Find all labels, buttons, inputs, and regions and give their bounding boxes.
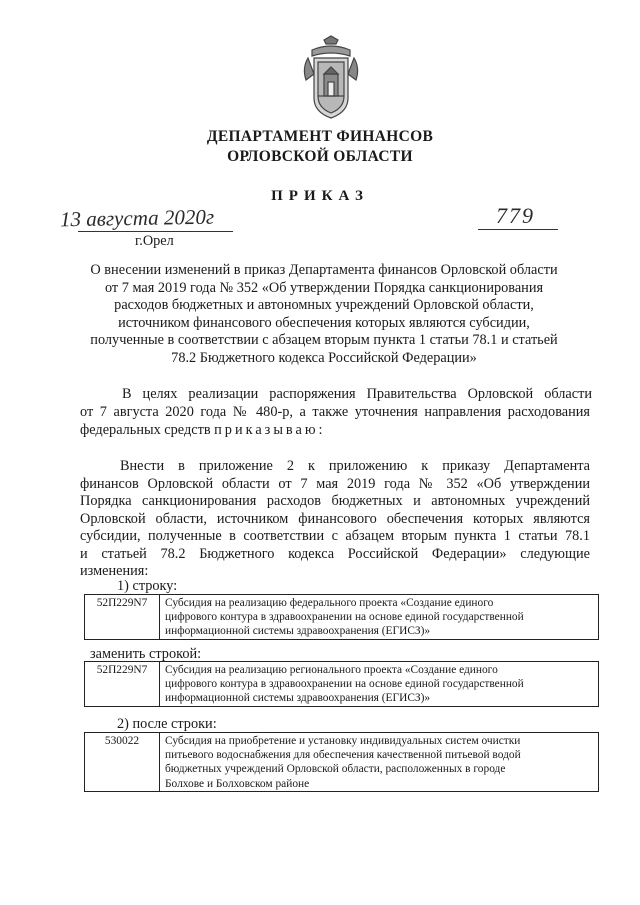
- description-line: информационной системы здравоохранения (ЕГИСЗ)»: [165, 692, 431, 705]
- table-row: [85, 595, 599, 640]
- description-line: информационной системы здравоохранения (ЕГИСЗ)»: [165, 625, 431, 638]
- description-line: Субсидия на реализацию федерального проекта «Создание единого: [165, 597, 494, 609]
- replace-label: заменить строкой:: [90, 646, 202, 662]
- table-row: [85, 662, 599, 707]
- description-line: бюджетных учреждений Орловской области, расположенных в городе: [165, 763, 506, 776]
- subject-line: 78.2 Бюджетного кодекса Российской Федерации»: [171, 349, 477, 366]
- budget-code-table-replacement: [84, 661, 599, 707]
- change-item2-label: 2) после строки:: [117, 716, 217, 732]
- budget-code-cell: 530022: [85, 733, 160, 792]
- subject-line: от 7 мая 2019 года № 352 «Об утверждении Порядка санкционирования: [104, 279, 544, 296]
- document-type-title: ПРИКАЗ: [271, 188, 369, 204]
- coat-of-arms-emblem: [300, 34, 362, 124]
- preamble-line1: В целях реализации распоряжения Правительства Орловской области: [122, 386, 592, 402]
- order-word: приказываю:: [214, 422, 326, 438]
- order-subject: [74, 262, 574, 367]
- body-line: субсидии, полученные в соответствии с абзацем вторым пункта 1 статьи 78.1: [80, 528, 590, 544]
- budget-code-cell: 52П229N7: [85, 595, 160, 640]
- description-line: Болхове и Болховском районе: [165, 777, 310, 790]
- subject-line: источником финансового обеспечения которых являются субсидии,: [118, 314, 530, 331]
- budget-code-table-after: [84, 732, 599, 792]
- preamble-text: федеральных средств: [80, 422, 211, 438]
- budget-code-table-original: [84, 594, 599, 640]
- budget-description-cell: [160, 662, 599, 707]
- budget-code-cell: 52П229N7: [85, 662, 160, 707]
- description-line: цифрового контура в здравоохранении на основе единой государственной: [165, 678, 524, 691]
- subject-line: расходов бюджетных и автономных учреждений Орловской области,: [114, 297, 534, 313]
- table-row: [85, 733, 599, 792]
- subject-line: полученные в соответствии с абзацем вторым пункта 1 статьи 78.1 и статьей: [90, 332, 558, 348]
- handwritten-number: 779: [496, 203, 535, 228]
- description-line: Субсидия на приобретение и установку индивидуальных систем очистки: [165, 735, 521, 747]
- body-line: финансов Орловской области от 7 мая 2019 года № 352 «Об утверждении: [80, 475, 590, 492]
- body-line: Порядка санкционирования расходов бюджетных и автономных учреждений: [80, 493, 590, 509]
- preamble-line2: от 7 августа 2020 года № 480-р, а также уточнения направления расходования: [80, 404, 590, 420]
- number-underline: [478, 229, 558, 230]
- description-line: Субсидия на реализацию регионального проекта «Создание единого: [165, 664, 498, 676]
- handwritten-date: 13 августа 2020г: [59, 204, 215, 232]
- subject-line: О внесении изменений в приказ Департамента финансов Орловской области: [90, 262, 558, 278]
- preamble-line3: [80, 422, 326, 440]
- date-underline: [78, 231, 233, 232]
- description-line: цифрового контура в здравоохранении на основе единой государственной: [165, 611, 524, 624]
- budget-description-cell: [160, 733, 599, 792]
- body-line: Орловской области, источником финансового обеспечения которых являются: [80, 510, 590, 527]
- budget-description-cell: [160, 595, 599, 640]
- order-body: [80, 458, 590, 581]
- body-line: Внести в приложение 2 к приложению к приказу Департамента: [120, 458, 590, 474]
- body-line: и статьей 78.2 Бюджетного кодекса Российской Федерации» следующие: [80, 545, 590, 562]
- body-line: изменения:: [80, 563, 149, 579]
- organization-name-line2: ОРЛОВСКОЙ ОБЛАСТИ: [227, 148, 413, 165]
- organization-name-line1: ДЕПАРТАМЕНТ ФИНАНСОВ: [206, 128, 434, 145]
- change-item1-label: 1) строку:: [117, 578, 178, 594]
- city-label: г.Орел: [135, 233, 174, 249]
- description-line: питьевого водоснабжения для обеспечения качественной питьевой водой: [165, 749, 521, 762]
